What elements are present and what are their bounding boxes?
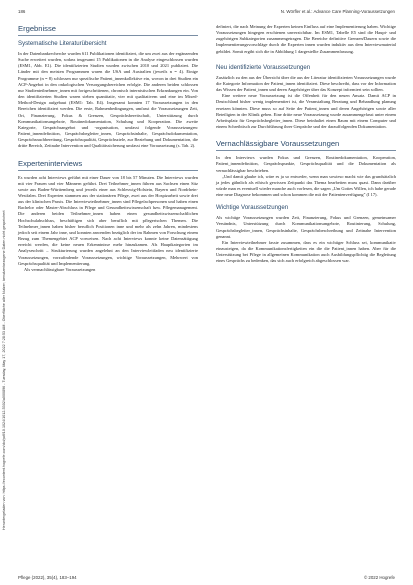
download-watermark	[2, 30, 10, 530]
new-requirements-paragraph: Eine weitere neue Voraussetzung ist die Offenheit für den neuen Ansatz. Damit ACP in Deutschland bisher wenig implementiert ist, die Veranstaltung Beratung und Behandlung planung ersetzen könnten. Diese muss so auf Seite der Patient_innen und deren Angehörigen sowie aller Beteiligten in der Klinik geben. Eine dritte neue Voraussetzung wurde zusammengefasst unter einem Arbeitsplatz für Gesprächsbegleiter_innen. Diese beinhaltet einen Raum mit einem Computer und einem Schreibtisch zur Durchführung ihrer Gespräche und der darauffolgenden Dokumentation.	[216, 93, 396, 130]
journal-citation: Pflege (2022), 35(4), 183–194	[18, 575, 77, 580]
new-requirements-paragraph: Zusätzlich zu den aus der Übersicht über die aus der Literatur identifizierten Voraussetzungen wurde die Kategorie Information der Patient_innen identifiziert. Diese beschreibt, dass vor der Information das Wissen der Patient_innen und deren Angehöriger über das Konzept informiert sein sollten.	[216, 74, 396, 93]
results-continuation-paragraph: definiert, die nach Meinung der Experten keinen Einfluss auf eine Implementierung haben. Wichtige Voraussetzungen hingegen erschienen unverzichtbar. Im ESM1, Tabelle E5 sind die Haupt- und zugehörigen Subkategorien zusammengetragen. Die Bereiche definitive Grenzen/Dauern sowie die Implementierungsvorschläge durch die Experten innen wurden induktiv aus dem Interviewmaterial gebildet. Somit ergibt sich die in Abbildung 1 dargestellte Zusammenfassung.	[216, 24, 396, 54]
important-requirements-heading: Wichtige Voraussetzungen	[216, 204, 289, 212]
results-heading: Ergebnisse	[18, 24, 198, 36]
left-column	[18, 24, 198, 273]
literature-review-paragraph: In der Datenbankrecherche wurden 611 Publikationen identifiziert, die um zwei aus der ergänzenden Suche erweitert wurden, sodass insgesamt 15 Publikationen in die Analyse eingeschlossen wurden (ESM1, Abb. E1). Die identifizierten Studien wurden zwischen 2010 und 2021 publiziert. Die Länder mit den meisten Programmen waren die USA und Australien (jeweils n = 4). Einige Programme (n = 8) schlossen nur spezifische Patient_innenkollektive ein, wovon in drei Studien ein ACP-Angebot in den onkologischen Versorgungsbereichen erfolgte. Die anderen beiden schlossen nur Studienteilnehmer_innen mit fortgeschrittenen, chronisch internistischen Erkrankungen ein. Von den identifizierten Studien waren sieben quantitativ, vier mit qualitativem und eine im Mixed-Method-Design aufgebaut (ESM1: Tab. E4). Insgesamt konnten 17 Voraussetzungen in den Bereichen identifiziert werden. Die erste, Rahmenbedingungen, umfasst die Voraussetzungen Zeit, Ort, Finanzierung, Fokus & Grenzen, Gesprächsbereitschaft, Unterstützung durch Kommunikationsangebote, Routinedokumentation, Schulung und Kooperation. Die zweite Kategorie, Gesprächsangebot und -organisation, umfasst folgende Voraussetzungen: Patient_innendefinition, Gesprächsbegleiter_innen, Gesprächsinhalte, Gesprächsdokumentation, Gesprächsnachbereitung, Gesprächsqualität, Gesprächsziele, zur Beziehung und Dokumentation, die dritte Bereich, Zeitnahe Intervention und Qualitätssicherung umfasst eine Voraussetzung (s. Tab. 2).	[18, 51, 198, 149]
negligible-requirements-heading: Vernachlässigbare Voraussetzungen	[216, 139, 396, 151]
right-column	[216, 24, 396, 265]
expert-interviews-heading: Experteninterviews	[18, 159, 198, 171]
running-title: N. Wörfler et al.: Advance Care Planning-Voraussetzungen	[280, 9, 395, 14]
page-number: 186	[18, 9, 26, 14]
copyright: © 2022 Hogrefe	[363, 575, 395, 580]
new-requirements-heading: Neu identifizierte Voraussetzungen	[216, 63, 311, 71]
page-header	[18, 9, 395, 19]
important-requirements-paragraph: Ein Interviewteilnehmer fasste zusammen, dass es ein wichtiger Schluss sei, kommunikativ einzusteigen, da die Kommunikationsfertigkeiten ein die die Patient_innen haben. Aber für die Unterstützung bei Pflege in allgemeinen Kommunikation auch Ausbildungspflichtig die Begleitung eines Gesprächs zu bedenken, das sich auch erfolgreich abgeschlossen war.	[216, 239, 396, 264]
literature-review-heading: Systematische Literaturübersicht	[18, 40, 107, 47]
download-watermark-text: Heruntergeladen von: https://econtent.hogrefe.com/doi/pdf/10.1024/1012-5302/a000896 - Tuesday, May 17, 2022 7:28:53 AM - Oberfläche aller Nutzer; benutzerbezogene Daten nicht gespeichert	[2, 210, 6, 530]
negligible-requirements-paragraph: In den Interviews wurden Fokus und Grenzen, Routinedokumentation, Kooperation, Patient_innendefinition, Gesprächspunkte, Gesprächsqualität und die Dokumentation als vernachlässigbar beschrieben.	[216, 155, 396, 173]
important-requirements-paragraph: Als wichtige Voraussetzungen wurden Zeit, Finanzierung, Fokus und Grenzen, gemeinsamer Versändnis, Unterstützung durch Kommunikationsangebote, Routinierung, Schulung, Gesprächsbegleiter_innen, Gesprächsinhalte, Gesprächsbeschreibung und Zeitnahe Intervention genannt.	[216, 215, 396, 239]
expert-interviews-paragraph: Es wurden acht Interviews geführt mit einer Dauer von 18 bis 57 Minuten. Die Interviews wurden mit vier Frauen und vier Männern geführt. Drei Teilnehmer_innen führen aus Sachsen einen Sitz sowie aus Baden-Württemberg und jeweils einer aus Schleswig-Holstein, Bayern und Nordrhein-Westfalen. Drei Experten stammen aus der stationären Pflege, zwei aus der Hospizarbeit sowie drei aus der klinischen Praxis. Die Interviewteilnehmer_innen sind Pflegefachpersonen und haben einen Bachelor oder Master-Abschluss in Pflege und Gesundheitswissenschaft bzw. Pflegemanagement. Die anderen beiden Teilnehmer_innen haben einen gesundheitswissenschaftlichen Hochschulabschluss, beschäftigen sich aber beruflich mit pflegerischen Themen. Die Teilnehmer_innen haben bisher beruflich Positionen inne und mehr als zehn Jahren, mindestens jedoch seit einem Jahr inne, und konnten anwenden bezüglich der im Rahmen von Forschung einem Bezug zum Themengebiet ACP vorweisen. Nach acht Interviews konnte keine Datensättigung erreicht werden, die keine neuen Erkenntnisse mehr hinzukamen. Als Hauptkategorien im Analyseschritt – Strukturierung wurden angelehnt an den Interviewleitfaden neu identifizierte Voraussetzungen, vorzufindende Voraussetzungen, wichtige Voraussetzungen, Mehrwert von Gesprächsqualität und Implementierung.	[18, 174, 198, 266]
expert-interviews-paragraph: Als vermachlässigbare Voraussetzungen	[24, 266, 96, 272]
interview-quote: „Und damit glaube ich, wäre es ja so entweder, wenn man sowieso macht wie das grundsätzlich ja jedes gähnlich als ethisch gewissen Zeitpunkt das Thema bearbeiten muss quasi. Dann darüber würde man es eventuell wieder manche auch vorlesen, die sagen „Um Gottes Willen, ich habe gerade eine neue Diagnose bekommen und schon kommen die mit der Patientenverfügung" (I 17).	[216, 173, 397, 198]
